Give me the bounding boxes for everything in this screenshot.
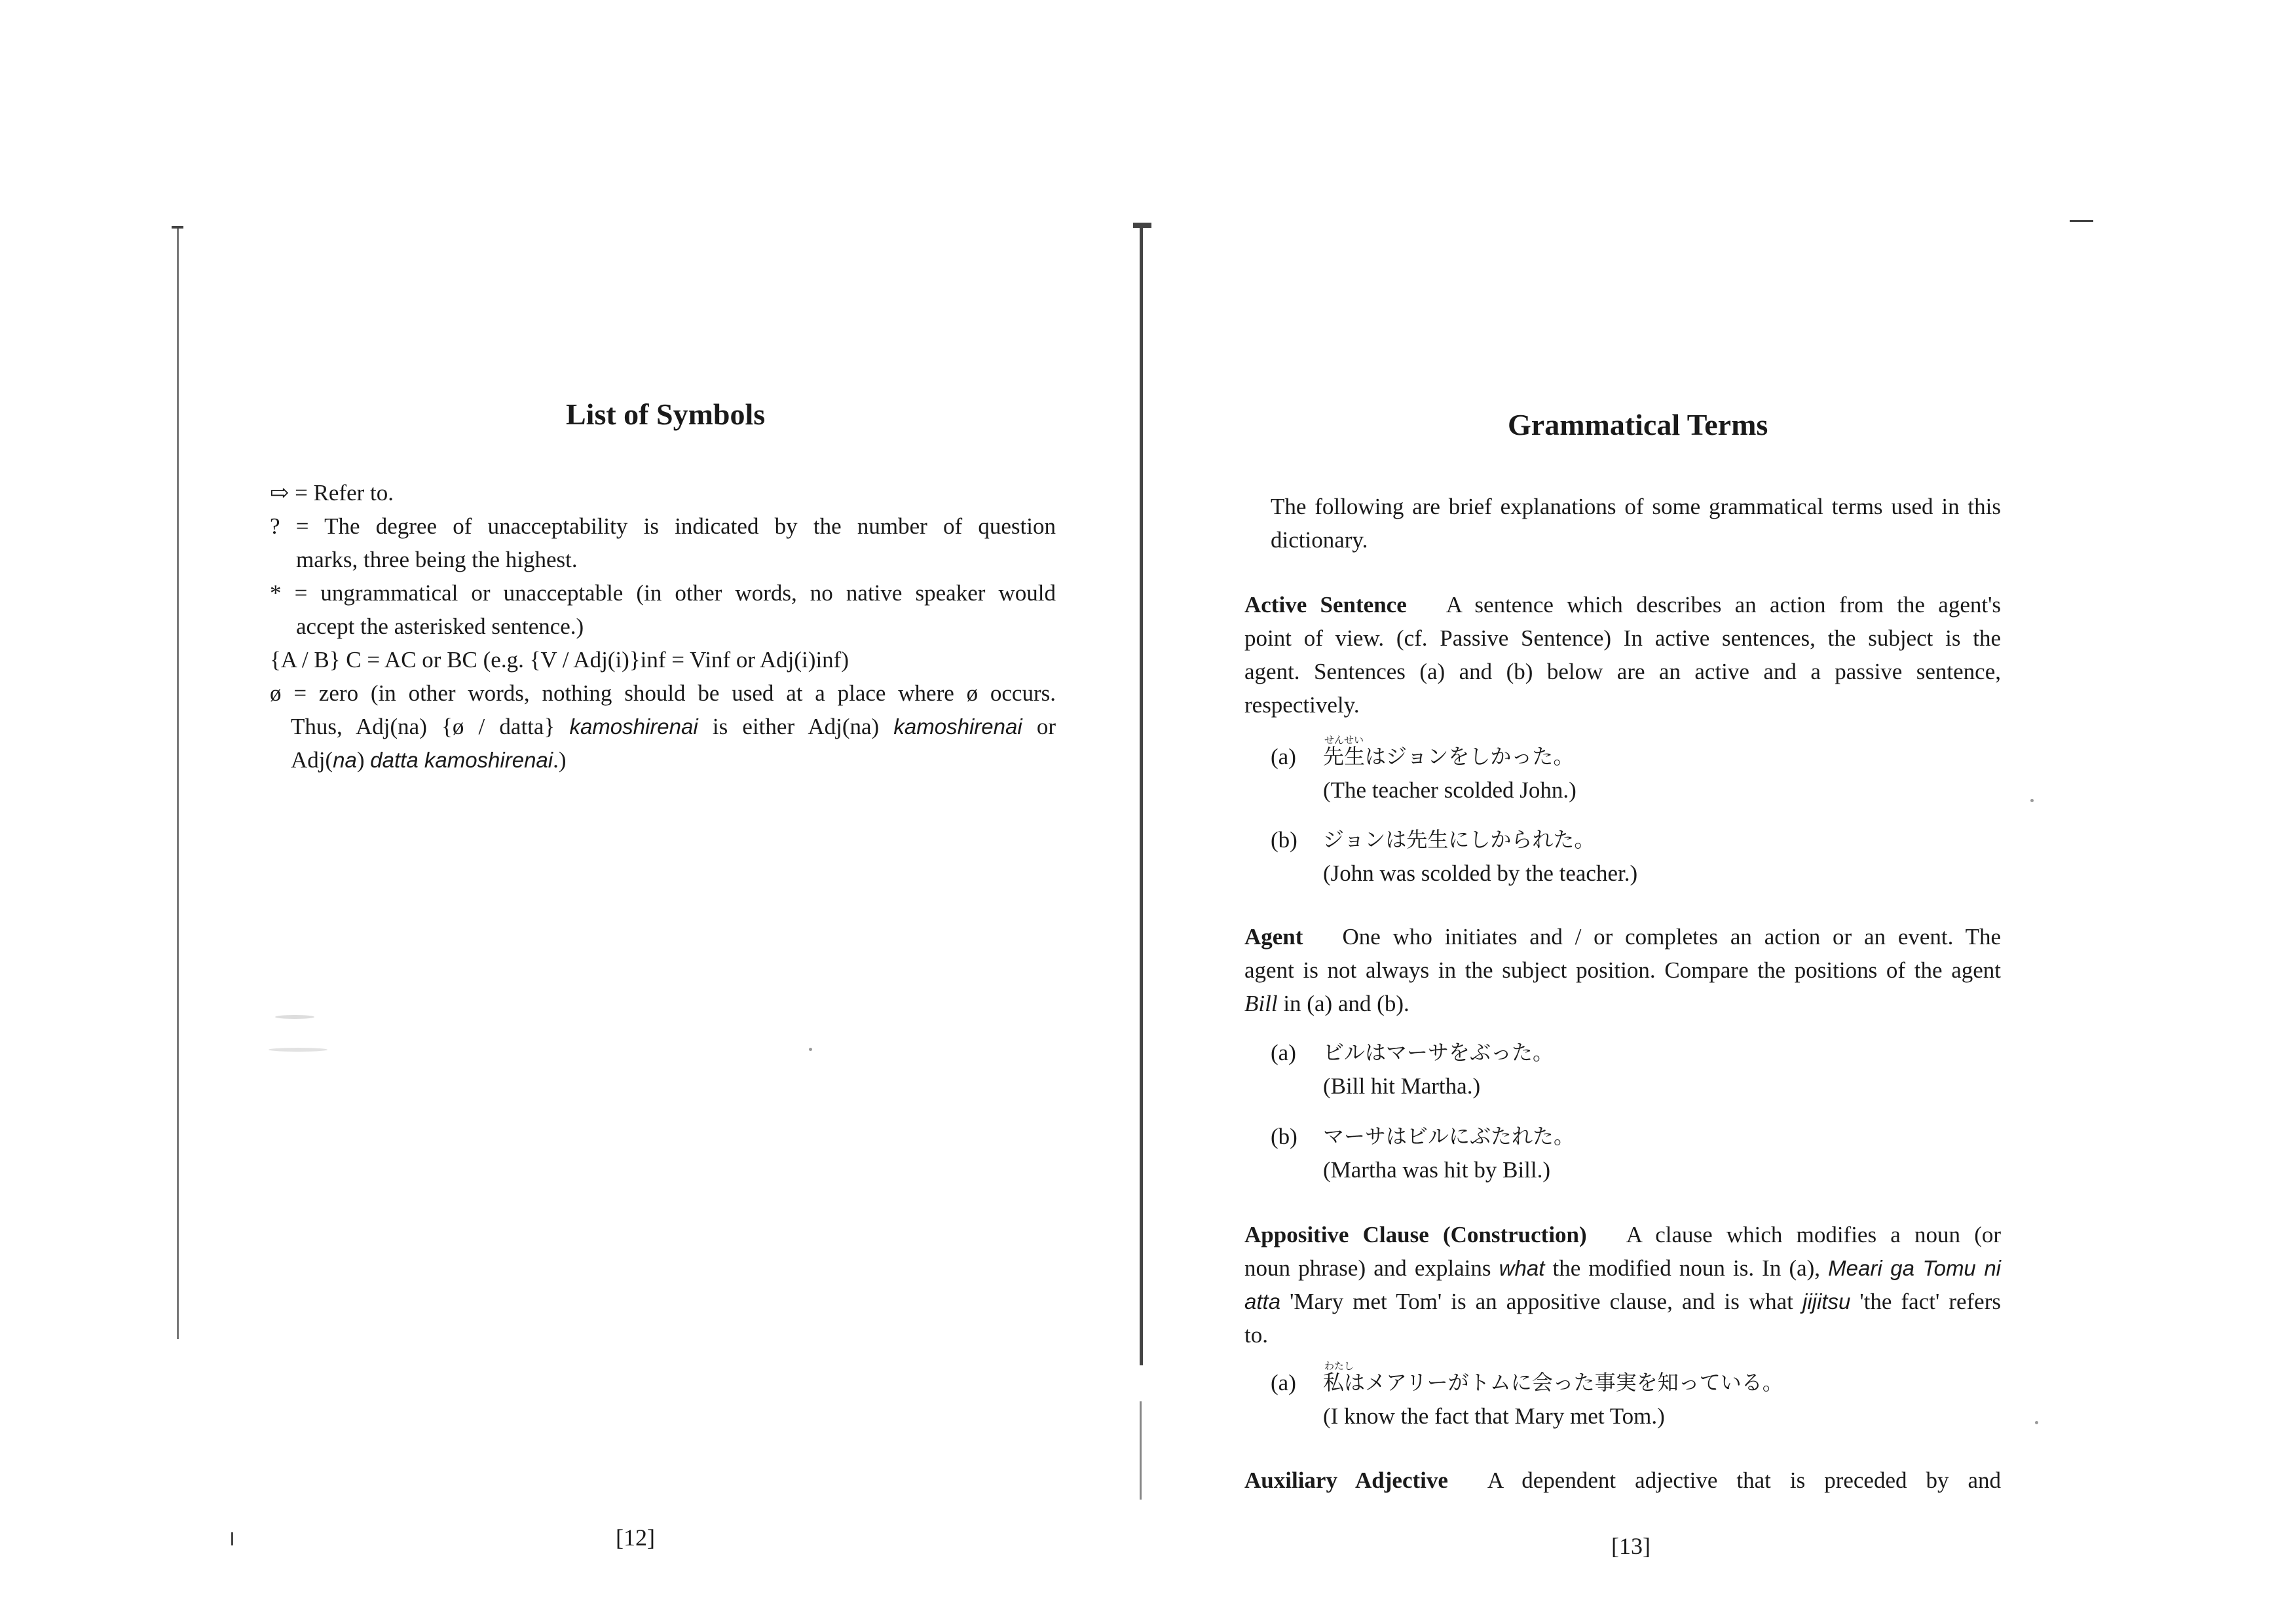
- example-item: (b) ジョンは先生にしかられた。 (John was scolded by the teacher.): [1271, 827, 1638, 886]
- example-item: (a) せんせい 先生はジョンをしかった。 (The teacher scolded John.): [1271, 740, 1860, 812]
- braces-symbol-line: {A / B} C = AC or BC (e.g. {V / Adj(i)}inf = Vinf or Adj(i)inf): [270, 647, 849, 673]
- scan-edge-mark: [231, 1532, 233, 1545]
- symbols-list: [270, 476, 1056, 777]
- example-item: (a) わたし 私はメアリーがトムに会った事実を知っている。 (I know the fact that Mary met Tom.): [1271, 1366, 1926, 1438]
- entry-active-sentence: Active Sentence A sentence which describes an action from the agent's point of view. (cf. Passive Sentence) In active sentences, the subject is the agent. Sentences (a) and (b) below are an active and a passive sentence, respectively.: [1244, 592, 2002, 718]
- zero-symbol-line: ø = zero (in other words, nothing should be used at a place where ø occurs.: [270, 680, 1056, 706]
- ruby-reading: わたし: [1324, 1360, 1354, 1372]
- entry-appositive-clause: Appositive Clause (Construction) A clause which modifies a noun (or noun phrase) and explains what the modified noun is. In (a), Meari ga Tomu ni atta 'Mary met Tom' is an appositive clause, and is what jijitsu 'the fact' refers to.: [1244, 1222, 2002, 1348]
- refer-arrow-icon: ⇨: [270, 480, 289, 506]
- page-number: [13]: [1611, 1533, 1651, 1559]
- page-title: List of Symbols: [566, 397, 766, 431]
- book-gutter: [1140, 1401, 1142, 1500]
- question-symbol-line-2: marks, three being the highest.: [296, 547, 578, 572]
- entry-auxiliary-adjective: Auxiliary Adjective A dependent adjective that is preceded by and: [1244, 1467, 2002, 1493]
- term-heading: Auxiliary Adjective: [1244, 1467, 1448, 1493]
- intro-paragraph: The following are brief explanations of some grammatical terms used in this dictionary.: [1271, 494, 2001, 553]
- book-gutter: [1133, 223, 1151, 228]
- term-heading: Agent: [1244, 924, 1303, 950]
- book-gutter: [1140, 226, 1143, 1365]
- asterisk-symbol-line: * = ungrammatical or unacceptable (in other words, no native speaker would: [270, 580, 1056, 606]
- ruby-reading: せんせい: [1324, 734, 1364, 746]
- example-item: (a) ビルはマーサをぶった。 (Bill hit Martha.): [1271, 1040, 1554, 1099]
- term-heading: Appositive Clause (Construction): [1244, 1222, 1587, 1247]
- scan-speck: [269, 1048, 327, 1052]
- zero-symbol-line-2: Thus, Adj(na) {ø / datta} kamoshirenai is either Adj(na) kamoshirenai or: [291, 714, 1056, 739]
- question-symbol-line: ? = The degree of unacceptability is indicated by the number of question: [270, 513, 1056, 539]
- page-title: Grammatical Terms: [1508, 408, 1768, 441]
- refer-symbol-line: ⇨ = Refer to.: [270, 480, 394, 506]
- scan-edge-mark: [2070, 220, 2093, 222]
- scan-speck: [2035, 1421, 2038, 1424]
- scan-speck: [809, 1048, 812, 1051]
- entry-agent: Agent One who initiates and / or completes an action or an event. The agent is not always in the subject position. Compare the positions of the agent Bill in (a) and (b).: [1244, 924, 2001, 1016]
- scan-edge-mark: [177, 226, 179, 1339]
- example-item: (b) マーサはビルにぶたれた。 (Martha was hit by Bill.): [1271, 1124, 1575, 1183]
- term-heading: Active Sentence: [1244, 592, 1407, 618]
- right-page: [1140, 0, 2295, 1624]
- page-number: [12]: [616, 1524, 655, 1551]
- scan-speck: [275, 1015, 314, 1019]
- zero-symbol-line-3: Adj(na) datta kamoshirenai.): [291, 747, 567, 773]
- asterisk-symbol-line-2: accept the asterisked sentence.): [296, 614, 584, 639]
- left-page: [0, 0, 1140, 1624]
- scan-speck: [2030, 799, 2034, 802]
- scan-edge-mark: [172, 226, 183, 229]
